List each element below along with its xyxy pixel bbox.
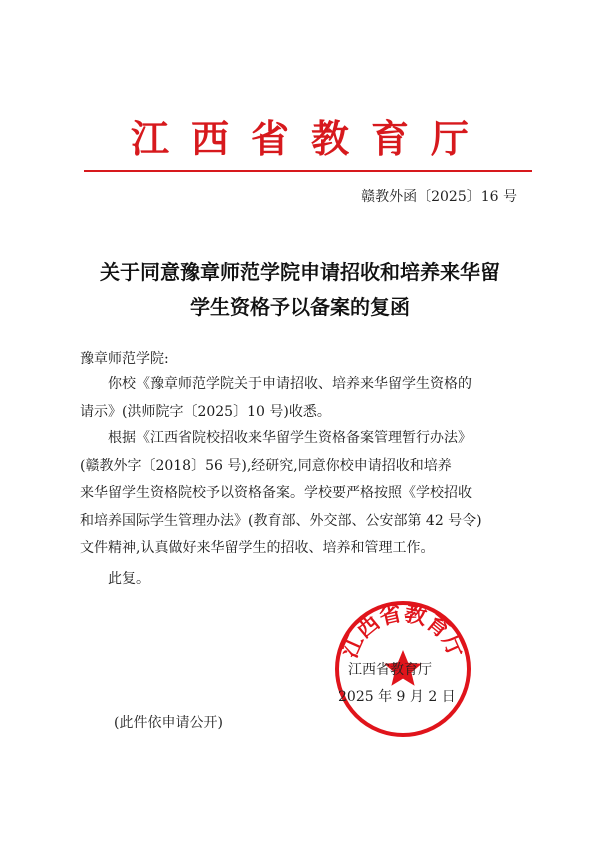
paragraph-1	[80, 371, 532, 426]
seal-text: 江西省教育厅	[336, 600, 470, 662]
disclosure-footnote: (此件依申请公开)	[114, 715, 223, 731]
paragraph-2-line-1: 根据《江西省院校招收来华留学生资格备案管理暂行办法》	[108, 430, 472, 446]
paragraph-1-line-2: 请示》(洪师院字〔2025〕10 号)收悉。	[80, 403, 331, 420]
title-line-2: 学生资格予以备案的复函	[190, 295, 410, 319]
signature-date: 2025 年 9 月 2 日	[338, 689, 456, 705]
paragraph-2-line-3: 来华留学生资格院校予以资格备案。学校要严格按照《学校招收	[80, 485, 472, 501]
paragraph-2-line-5: 文件精神,认真做好来华留学生的招收、培养和管理工作。	[80, 540, 435, 556]
signature-organization: 江西省教育厅	[348, 662, 432, 678]
paragraph-1-line-1: 你校《豫章师范学院关于申请招收、培养来华留学生资格的	[108, 376, 472, 392]
closing-text: 此复。	[108, 571, 150, 587]
closing-paragraph	[80, 566, 532, 594]
paragraph-2-line-2: (赣教外字〔2018〕56 号),经研究,同意你校申请招收和培养	[80, 457, 452, 474]
document-title	[0, 255, 600, 325]
document-number: 赣教外函〔2025〕16 号	[361, 189, 517, 205]
paragraph-2-line-4: 和培养国际学生管理办法》(教育部、外交部、公安部第 42 号令)	[80, 512, 482, 529]
title-line-1: 关于同意豫章师范学院申请招收和培养来华留	[100, 260, 500, 284]
header-red-rule	[84, 170, 532, 172]
issuing-authority-title: 江西省教育厅	[130, 116, 491, 161]
paragraph-2	[80, 425, 532, 563]
salutation: 豫章师范学院:	[80, 351, 169, 367]
